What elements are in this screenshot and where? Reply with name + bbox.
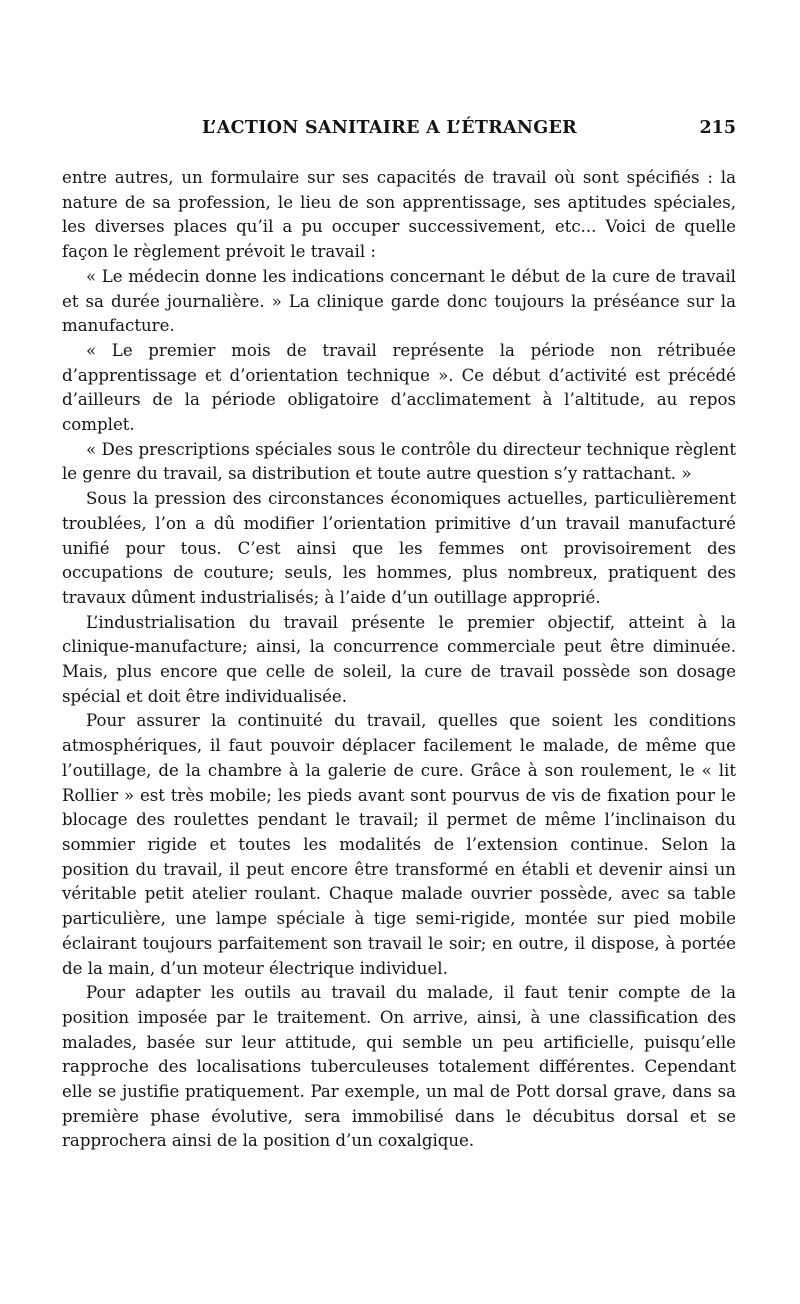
paragraph-quote-first-month: « Le premier mois de travail représente la période non rétribuée d’apprentissage et d’orientation technique ». Ce début d’activité est précédé d’ailleurs de la période obligatoire d’acclimatement à l’altitude, au repos complet. bbox=[62, 340, 736, 435]
paragraph-economic-pressure: Sous la pression des circonstances économiques actuelles, particulièrement troublées, l’on a dû modifier l’orientation primitive d’un travail manufacturé unifié pour tous. C’est ainsi que les femmes ont provisoirement des occupations de couture; seuls, les hommes, plus nombreux, pratiquent des travaux dûment industrialisés; à l’aide d’un outillage approprié. bbox=[62, 489, 736, 607]
paragraph-quote-prescriptions: « Des prescriptions spéciales sous le contrôle du directeur technique règlent le genre du travail, sa distribution et toute autre question s’y rattachant. » bbox=[62, 439, 736, 484]
page-number: 215 bbox=[699, 118, 736, 138]
paragraph-industrialisation: L’industrialisation du travail présente le premier objectif, atteint à la clinique-manufacture; ainsi, la concurrence commerciale peut être diminuée. Mais, plus encore que celle de soleil, la cure de travail possède son dosage spécial et doit être individualisée. bbox=[62, 612, 736, 706]
paragraph-adapting-tools: Pour adapter les outils au travail du malade, il faut tenir compte de la position imposée par le traitement. On arrive, ainsi, à une classification des malades, basée sur leur attitude, qui semble un peu artificielle, puisqu’elle rapproche des localisations tuberculeuses totalement différentes. Cependant elle se justifie pratiquement. Par exemple, un mal de Pott dorsal grave, dans sa première phase évolutive, sera immobilisé dans le décubitus dorsal et se rapprochera ainsi de la position d’un coxalgique. bbox=[62, 983, 736, 1151]
paragraph-quote-physician: « Le médecin donne les indications concernant le début de la cure de travail et sa durée journalière. » La clinique garde donc toujours la préséance sur la manufacture. bbox=[62, 266, 736, 336]
paragraph-continuity: Pour assurer la continuité du travail, quelles que soient les conditions atmosphériques, il faut pouvoir déplacer facilement le malade, de même que l’outillage, de la chambre à la galerie de cure. Grâce à son roulement, le « lit Rollier » est très mobile; les pieds avant sont pourvus de vis de fixation pour le blocage des roulettes pendant le travail; il permet de même l’inclinaison du sommier rigide et toutes les modalités de l’extension continue. Selon la position du travail, il peut encore être transformé en établi et devenir ainsi un véritable petit atelier roulant. Chaque malade ouvrier possède, avec sa table particulière, une lampe spéciale à tige semi-rigide, montée sur pied mobile éclairant toujours parfaitement son travail le soir; en outre, il dispose, à portée de la main, d’un moteur électrique individuel. bbox=[62, 711, 736, 978]
book-page bbox=[62, 118, 736, 1268]
running-title: L’ACTION SANITAIRE A L’ÉTRANGER bbox=[202, 118, 577, 138]
running-head bbox=[62, 118, 736, 154]
paragraph-continuation: entre autres, un formulaire sur ses capacités de travail où sont spécifiés : la nature de sa profession, le lieu de son apprentissage, ses aptitudes spéciales, les diverses places qu’il a pu occuper successivement, etc... Voici de quelle façon le règlement prévoit le travail : bbox=[62, 168, 736, 262]
text-body bbox=[62, 166, 736, 1154]
